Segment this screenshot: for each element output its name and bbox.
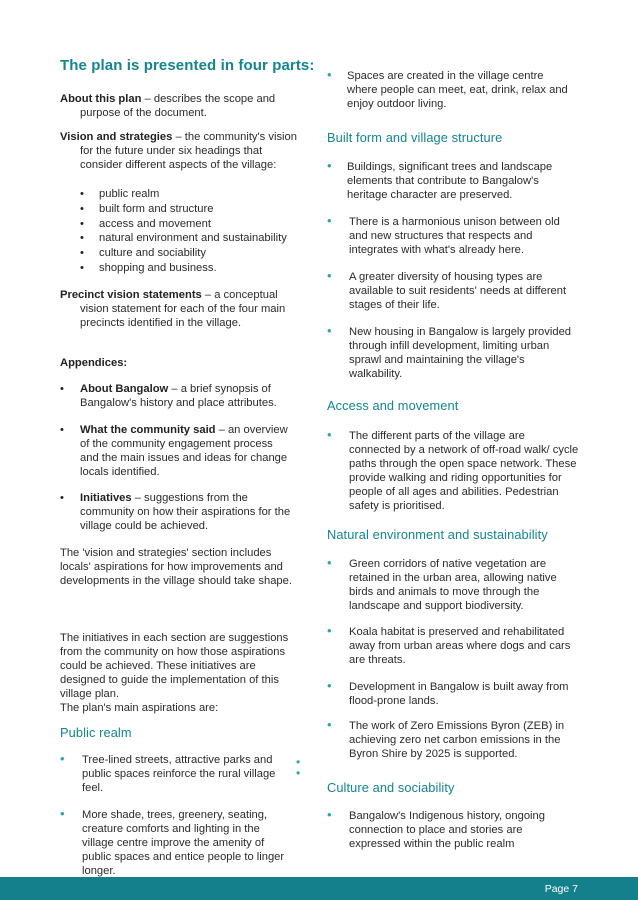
list-item — [327, 680, 579, 710]
list-item-text: Buildings, significant trees and landscape elements that contribute to Bangalow's heritage character are preserved. — [347, 161, 553, 201]
about-plan-text: – describes the scope and purpose of the document. — [80, 93, 276, 119]
appendix-lead: Initiatives — [80, 492, 132, 504]
list-item — [327, 809, 579, 853]
page-title: The plan is presented in four parts: — [60, 57, 315, 74]
vision-text: – the community's vision for the future under six headings that consider different aspects of the village: — [80, 131, 297, 171]
list-item-text: Green corridors of native vegetation are retained in the urban area, allowing native birds and animals to move through the landscape and support biodiversity. — [349, 558, 557, 612]
page-number: Page 7 — [544, 883, 578, 895]
precinct-paragraph — [60, 288, 292, 330]
bullet-icon: • — [327, 323, 332, 338]
list-item — [60, 753, 300, 797]
list-item-text: More shade, trees, greenery, seating, creature comforts and lighting in the village centre improve the amenity of public spaces and entice people to linger longer. — [82, 809, 285, 877]
list-item: • built form and structure — [80, 202, 287, 217]
bullet-icon: • — [60, 383, 64, 395]
list-item — [327, 719, 579, 763]
list-item-text: Tree-lined streets, attractive parks and public spaces reinforce the rural village feel. — [82, 754, 276, 794]
bullet-icon: • — [327, 555, 332, 570]
section-heading-natural: Natural environment and sustainability — [327, 527, 548, 542]
list-item — [327, 557, 579, 615]
section-heading-built-form: Built form and village structure — [327, 130, 503, 145]
section-heading-access: Access and movement — [327, 398, 459, 413]
list-item: • natural environment and sustainability — [80, 231, 287, 246]
about-plan-paragraph — [60, 92, 280, 120]
bullet-icon: • — [327, 158, 332, 173]
section-heading-culture: Culture and sociability — [327, 780, 455, 795]
list-item — [327, 215, 579, 259]
list-item-text: Development in Bangalow is built away from flood-prone lands. — [349, 681, 569, 707]
list-item — [327, 69, 579, 113]
list-item-text: Spaces are created in the village centre where people can meet, eat, drink, relax and enjoy outdoor living. — [347, 70, 568, 110]
page-footer — [0, 877, 638, 900]
list-item-text: There is a harmonious unison between old and new structures that respects and integrates with what's already here. — [349, 216, 560, 256]
appendix-text: – a brief synopsis of Bangalow's history and place attributes. — [80, 383, 277, 409]
appendix-lead: About Bangalow — [80, 383, 169, 395]
vision-lead: Vision and strategies — [60, 131, 173, 143]
list-item — [327, 270, 579, 314]
bullet-icon: • — [60, 806, 65, 821]
appendix-lead: What the community said — [80, 424, 216, 436]
appendix-item — [60, 382, 300, 412]
list-item: • shopping and business. — [80, 261, 287, 276]
bullet-icon: • — [296, 755, 301, 769]
initiatives-paragraph: The initiatives in each section are suggestions from the community on how those aspirations could be achieved. These initiatives are designed to guide the implementation of this village plan. — [60, 632, 289, 700]
appendix-item — [60, 423, 300, 481]
bullet-icon: • — [60, 492, 64, 504]
bullet-icon: • — [327, 268, 332, 283]
list-item: • access and movement — [80, 217, 287, 232]
list-item — [60, 808, 300, 878]
vision-list — [80, 187, 287, 276]
appendices-heading: Appendices: — [60, 357, 128, 369]
bullet-icon: • — [327, 67, 332, 82]
intro-paragraph: The 'vision and strategies' section includes locals' aspirations for how improvements and developments in the village should take shape. — [60, 547, 292, 587]
bullet-icon: • — [327, 213, 332, 228]
bullet-icon: • — [60, 424, 64, 436]
list-item-text: Bangalow's Indigenous history, ongoing connection to place and stories are expressed within the public realm — [349, 810, 545, 850]
list-item-text: Koala habitat is preserved and rehabilitated away from urban areas where dogs and cars are threats. — [349, 626, 571, 666]
list-item-text: The different parts of the village are connected by a network of off-road walk/ cycle paths through the open space network. These provide walking and riding opportunities for people of all ages and abilities. Pedestrian safety is prioritised. — [349, 430, 579, 512]
list-item — [327, 429, 579, 513]
list-item-text: A greater diversity of housing types are available to suit residents' needs at different stages of their life. — [349, 271, 567, 311]
bullet-icon: • — [327, 427, 332, 442]
list-item — [327, 160, 579, 204]
bullet-icon: • — [296, 766, 301, 780]
list-item-text: The work of Zero Emissions Byron (ZEB) in achieving zero net carbon emissions in the Byron Shire by 2025 is supported. — [349, 720, 565, 760]
list-item — [327, 325, 579, 383]
list-item — [327, 625, 579, 669]
vision-paragraph — [60, 130, 300, 172]
bullet-icon: • — [327, 807, 332, 822]
aspirations-intro: The plan's main aspirations are: — [60, 702, 219, 714]
about-plan-lead: About this plan — [60, 93, 142, 105]
section-heading-public-realm: Public realm — [60, 725, 132, 740]
bullet-icon: • — [60, 751, 65, 766]
list-item-text: New housing in Bangalow is largely provided through infill development, limiting urban sprawl and maintaining the village's walkability. — [349, 326, 572, 380]
bullet-icon: • — [327, 678, 332, 693]
precinct-lead: Precinct vision statements — [60, 289, 202, 301]
bullet-icon: • — [327, 717, 332, 732]
appendix-text: – suggestions from the community on how their aspirations for the village could be achieved. — [80, 492, 291, 532]
list-item: • culture and sociability — [80, 246, 287, 261]
list-item: • public realm — [80, 187, 287, 202]
appendix-item — [60, 491, 300, 535]
bullet-icon: • — [327, 623, 332, 638]
appendix-text: – an overview of the community engagement process and the main issues and ideas for change locals identified. — [80, 424, 288, 478]
precinct-text: – a conceptual vision statement for each of the four main precincts identified in the village. — [80, 289, 286, 329]
